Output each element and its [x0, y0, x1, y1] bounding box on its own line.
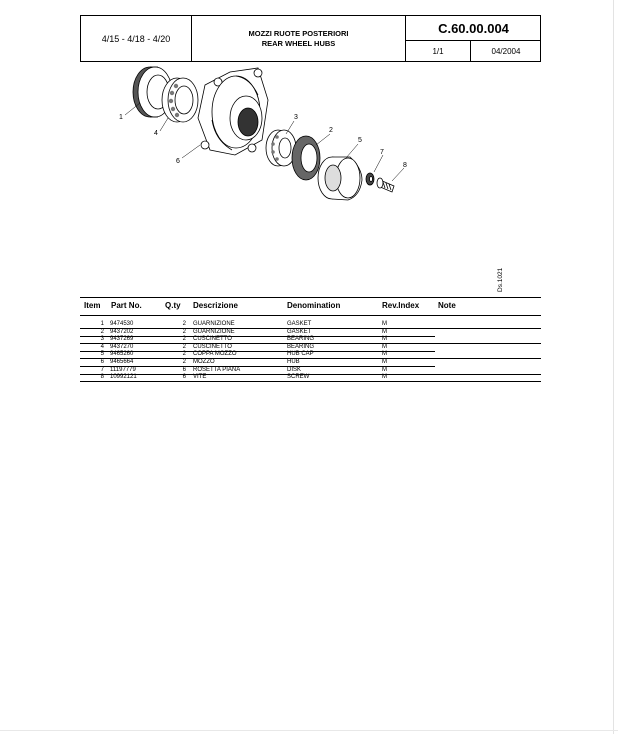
cell-part-no: 10992121: [110, 374, 137, 381]
bearing-outer-drawing: [266, 130, 296, 166]
cell-item: 6: [100, 359, 104, 365]
cell-rev-index: M: [382, 321, 387, 327]
col-header-descrizione: Descrizione: [193, 301, 238, 310]
col-header-denomination: Denomination: [287, 301, 341, 310]
cell-part-no: 9437202: [110, 328, 134, 335]
cell-descrizione: GUARNIZIONE: [193, 328, 235, 335]
cell-item: 2: [100, 328, 104, 335]
col-header-qty: Q.ty: [165, 301, 181, 310]
cell-descrizione: CUSCINETTO: [193, 336, 232, 343]
callout-4: 4: [154, 130, 158, 137]
callout-6: 6: [176, 158, 180, 165]
cell-rev-index: M: [382, 343, 387, 350]
cell-qty: 2: [182, 343, 186, 350]
issue-date: 04/2004: [491, 46, 521, 56]
table-row: [80, 359, 541, 366]
cell-qty: 2: [182, 336, 186, 343]
cell-rev-index: M: [382, 366, 387, 373]
cell-descrizione: ROSETTA PIANA: [193, 366, 241, 373]
cell-item: 3: [100, 336, 104, 343]
bearing-inner-drawing: [162, 78, 198, 122]
col-header-part-no: Part No.: [111, 301, 142, 310]
table-row: [80, 344, 541, 351]
cell-qty: 2: [182, 359, 186, 365]
cell-qty: 2: [182, 321, 186, 327]
cell-denomination: DISK: [287, 366, 302, 373]
cell-item: 4: [100, 343, 104, 350]
cell-rev-index: M: [382, 359, 387, 365]
exploded-view-drawing: [0, 0, 618, 300]
cell-qty: 6: [182, 374, 186, 381]
cell-denomination: SCREW: [287, 374, 310, 381]
cell-qty: 6: [182, 366, 186, 373]
cell-descrizione: CUSCINETTO: [193, 343, 232, 350]
table-row: [80, 367, 541, 374]
table-row: [80, 351, 541, 358]
table-row: [80, 329, 541, 336]
table-row: [80, 336, 541, 343]
title-english: REAR WHEEL HUBS: [261, 38, 336, 48]
table-top-rule: [80, 297, 541, 298]
callout-5: 5: [358, 137, 362, 144]
screw-drawing: [377, 178, 394, 192]
cell-part-no: 9437269: [110, 336, 134, 343]
catalog-code: C.60.00.004: [438, 20, 509, 36]
cell-denomination: BEARING: [287, 343, 315, 350]
cell-descrizione: VITE: [193, 374, 207, 381]
callout-2: 2: [329, 127, 333, 134]
washer-drawing: [366, 173, 374, 185]
callout-8: 8: [403, 162, 407, 169]
page-number: 1/1: [432, 46, 444, 56]
callout-7: 7: [380, 149, 384, 156]
drawing-code: Ds.1021: [497, 267, 504, 292]
hub-cap-drawing: [318, 157, 362, 200]
callout-1: 1: [119, 114, 123, 121]
callout-3: 3: [294, 114, 298, 121]
title-italian: MOZZI RUOTE POSTERIORI: [248, 28, 349, 38]
table-header-rule: [80, 315, 541, 316]
cell-denomination: BEARING: [287, 336, 315, 343]
page-edge-bottom: [0, 730, 618, 731]
cell-rev-index: M: [382, 336, 387, 343]
cell-part-no: 9465260: [110, 351, 134, 358]
cell-descrizione: MOZZO: [193, 359, 215, 365]
cell-denomination: GASKET: [287, 328, 312, 335]
cell-descrizione: COPPA MOZZO: [193, 351, 237, 358]
table-row: [80, 321, 541, 328]
cell-rev-index: M: [382, 374, 387, 381]
cell-part-no: 11197779: [110, 366, 136, 373]
cell-item: 7: [100, 366, 104, 373]
cell-rev-index: M: [382, 328, 387, 335]
cell-part-no: 9437270: [110, 343, 134, 350]
cell-denomination: GASKET: [287, 321, 312, 327]
cell-rev-index: M: [382, 351, 387, 358]
cell-item: 5: [100, 351, 104, 358]
cell-part-no: 9465664: [110, 359, 134, 365]
col-header-item: Item: [84, 301, 101, 310]
cell-part-no: 9474530: [110, 321, 134, 327]
cell-qty: 2: [182, 328, 186, 335]
row-separator: [80, 381, 541, 382]
cell-descrizione: GUARNIZIONE: [193, 321, 235, 327]
gasket-ring-drawing: [292, 136, 320, 180]
cell-item: 1: [100, 321, 104, 327]
cell-item: 8: [100, 374, 104, 381]
hub-drawing: [198, 68, 268, 155]
col-header-note: Note: [438, 301, 456, 310]
cell-denomination: HUB: [287, 359, 300, 365]
model-list: 4/15 - 4/18 - 4/20: [101, 33, 171, 44]
cell-qty: 2: [182, 351, 186, 358]
col-header-rev-index: Rev.Index: [382, 301, 420, 310]
cell-denomination: HUB CAP: [287, 351, 314, 358]
table-row: [80, 374, 541, 381]
